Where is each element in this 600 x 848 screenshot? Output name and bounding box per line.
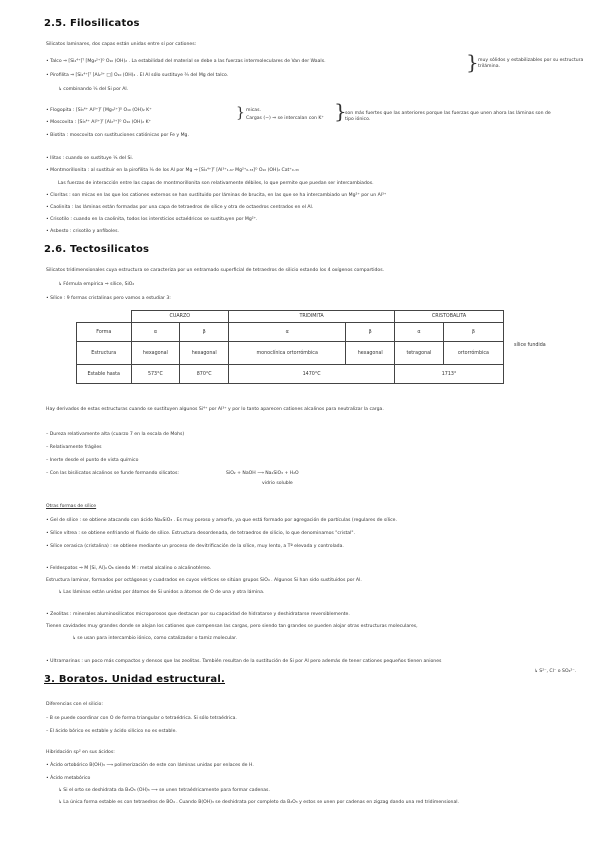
cell-estable: 1713° bbox=[395, 365, 504, 384]
side-note-silice-fundida: sílice fundida bbox=[514, 343, 546, 348]
section-title-boratos: 3. Boratos. Unidad estructural. bbox=[44, 674, 226, 685]
diferencias-title: Diferencias con el silicio: bbox=[46, 702, 103, 707]
table-corner bbox=[77, 311, 132, 323]
biotita-line: • Biotita : moscovita con sustituciones catiónicas por Fe y Mg. bbox=[46, 133, 189, 138]
brace-1: } bbox=[466, 50, 479, 74]
otras-formas-title: Otras formas de sílice bbox=[46, 504, 97, 509]
diferencia-2: – El ácido bórico es estable y ácido silícico no es estable. bbox=[46, 729, 177, 734]
cell-estructura: ortorrómbica bbox=[443, 342, 503, 365]
cell-forma: α bbox=[131, 323, 180, 342]
metaborico-line-1: ↳ Si el orto se deshidrata da B₃O₃ (OH)₃ ⟶ se unen tetraédricamente para formar cadenas. bbox=[58, 788, 270, 793]
montmorillonita-line-2: Las fuerzas de interacción entre las capas de montmorillonita son relativamente débiles, lo que permite que puedan ser intercambiados. bbox=[58, 181, 374, 186]
montmorillonita-line: • Montmorillonita : al sustituir en la pirofilita ¹⁄₆ de los Al por Mg ⇒ [Si₄⁴⁺]ᵀ [Al³⁺₁.₆₇ Mg²⁺₀.₃₃]ᴼ O₁₀ (OH)₂ Cat⁺₀.₃₃ bbox=[46, 168, 299, 173]
feldespatos-line: • Feldespatos ⇒ M [Si, Al]₄ O₈ siendo M : metal alcalino o alcalinotérreo. bbox=[46, 566, 212, 571]
metaborico-line-2: ↳ La única forma estable es con tetraedros de BO₄ . Cuando B(OH)₃ se deshidrata por completo da B₂O₃ y estos se unen por cadenas en zigzag dando una red tridimensional. bbox=[58, 800, 460, 805]
filosilicatos-intro: Silicatos laminares, dos capas están unidas entre sí por cationes: bbox=[46, 42, 197, 47]
ultramarinas-line-2: ↳ S²⁻, Cl⁻ o SO₄²⁻. bbox=[534, 669, 577, 674]
crisotilo-line: • Crisotilo : cuando en la caolinita, todos los intersticios octaédricos se sustituyen por Mg²⁺. bbox=[46, 217, 258, 222]
group-tridimita: TRIDIMITA bbox=[229, 311, 395, 323]
vitrea-line: • Sílice vítrea : se obtiene enfriando el fluido de sílice. Estructura desordenada, de tetraedros de silicio, lo que denominamos "cristal". bbox=[46, 531, 355, 536]
silica-forms-table bbox=[76, 310, 504, 384]
table-row-estructura bbox=[77, 342, 504, 365]
cell-estable: 573°C bbox=[131, 365, 180, 384]
cell-forma: β bbox=[180, 323, 229, 342]
micas-note: Cargas (−) ⇒ se intercalan con K⁺ bbox=[246, 116, 324, 121]
caolinita-line: • Caolinita : las láminas están formadas por una capa de tetraedros de sílice y otra de octaedros centrados en el Al. bbox=[46, 205, 314, 210]
gel-line: • Gel de sílice : se obtiene atacando con ácido Na₂SiO₃ . Es muy poroso y amorfo, ya que está formado por agregación de partículas (regulares de sílice. bbox=[46, 518, 397, 523]
table-row-estable bbox=[77, 365, 504, 384]
metaborico-line: • Ácido metabórico bbox=[46, 776, 91, 781]
zeolitas-line-3: ↳ se usan para intercambio iónico, como catalizador o tamiz molecular. bbox=[72, 636, 238, 641]
prop-line: – Inerte desde el punto de vista químico bbox=[46, 458, 139, 463]
cell-estable: 870°C bbox=[180, 365, 229, 384]
cell-estructura: hexagonal bbox=[180, 342, 229, 365]
cell-estructura: monoclínica ortorrómbica bbox=[229, 342, 346, 365]
cell-estable-label: Estable hasta bbox=[77, 365, 132, 384]
reaction-equation: SiO₂ + NaOH ⟶ Na₂SiO₃ + H₂O bbox=[226, 471, 299, 476]
section-title-filosilicatos: 2.5. Filosilicatos bbox=[44, 18, 140, 29]
ortoborico-line: • Ácido ortobórico B(OH)₃ ⟶ polimerización de este con láminas unidas por enlaces de H. bbox=[46, 763, 254, 768]
cell-forma-label: Forma bbox=[77, 323, 132, 342]
combinando-line: ↳ combinando ¹⁄₄ del Si por Al. bbox=[58, 87, 129, 92]
group-cristobalita: CRISTOBALITA bbox=[395, 311, 504, 323]
cerasica-line: • Sílice cerasica (cristalina) : se obtiene mediante un proceso de devitrificación de la sílice, muy lento, a Tª elevada y controlada. bbox=[46, 544, 344, 549]
cell-estructura-label: Estructura bbox=[77, 342, 132, 365]
reaction-label: vidrio soluble bbox=[262, 481, 293, 486]
formula-line: ↳ Fórmula empírica ⇒ sílice, SiO₂ bbox=[58, 282, 135, 287]
table-header-row bbox=[77, 311, 504, 323]
cell-estructura: tetragonal bbox=[395, 342, 444, 365]
cell-estructura: hexagonal bbox=[346, 342, 395, 365]
diferencia-1: – B se puede coordinar con O de forma triangular o tetraédrica. Si sólo tetraédrica. bbox=[46, 716, 237, 721]
tectosilicatos-intro: Silicatos tridimensionales cuya estructura se caracteriza por un entramado superficial de tetraedros de silicio estando los 4 oxígenos compartidos. bbox=[46, 268, 385, 273]
cloritas-line: • Cloritas : son micas en las que los cationes externos se han sustituido por láminas de brucita, en las que se ha intercambiado un Mg²⁺ por un Al³⁺ bbox=[46, 193, 387, 198]
prop-line: – Con las bisilicatos alcalinos se funde formando silicatos: bbox=[46, 471, 179, 476]
ultramarinas-line: • Ultramarinas : un poco más compactos y densos que las zeolitas. También resultan de la sustitución de Si por Al pero además de tener cationes pequeños tienen aniones bbox=[46, 659, 442, 664]
zeolitas-line-2: Tienen cavidades muy grandes donde se alojan los cationes que compensan las cargas, pero siendo tan grandes se pueden alojar otras estructuras moleculares, bbox=[46, 624, 418, 629]
asbesto-line: • Asbesto : crisotilo y anfíboles. bbox=[46, 229, 119, 234]
brace-2: } bbox=[334, 99, 347, 123]
talco-line: • Talco ⇒ [Si₄⁴⁺]ᵀ [Mg₃²⁺]ᴼ O₁₀ (OH)₂ . La estabilidad del material se debe a las fuerzas intermoleculares de Van der Waals. bbox=[46, 59, 326, 64]
cell-forma: β bbox=[443, 323, 503, 342]
group-cuarzo: CUARZO bbox=[131, 311, 229, 323]
silice-line: • Sílice : 9 formas cristalinas pero vamos a estudiar 3: bbox=[46, 296, 171, 301]
cell-forma: α bbox=[229, 323, 346, 342]
moscovita-line: • Moscovita : [Si₃⁴⁺ Al³⁺]ᵀ [Al₂³⁺]ᴼ O₁₀ (OH)₂ K⁺ bbox=[46, 120, 152, 125]
zeolitas-line: • Zeolitas : minerales aluminosilicatos microporosos que destacan por su capacidad de hidratarse y deshidratarse reversiblemente. bbox=[46, 612, 350, 617]
brace-1-note: muy sólidos y estabilizables por su estructura trilámina. bbox=[478, 58, 584, 69]
hibridacion-line: Hibridación sp² en sus ácidos: bbox=[46, 750, 115, 755]
prop-line: – Relativamente frágiles bbox=[46, 445, 102, 450]
cell-estructura: hexagonal bbox=[131, 342, 180, 365]
micas-label: micas. bbox=[246, 108, 261, 113]
feldespatos-line-3: ↳ Las láminas están unidas por átomos de Si unidos a átomos de O de una y otra lámina. bbox=[58, 590, 265, 595]
flogopita-line: • Flogopita : [Si₃⁴⁺ Al³⁺]ᵀ [Mg₃²⁺]ᴼ O₁₀ (OH)₂ K⁺ bbox=[46, 108, 152, 113]
derivados-line: Hay derivados de estas estructuras cuando se sustituyen algunos Si⁴⁺ por Al³⁺ y por lo tanto aparecen cationes alcalinos para neutralizar la carga. bbox=[46, 407, 384, 412]
table-row-forma bbox=[77, 323, 504, 342]
prop-line: – Dureza relativamente alta (cuarzo 7 en la escala de Mohs) bbox=[46, 432, 185, 437]
cell-estable: 1470°C bbox=[229, 365, 395, 384]
cell-forma: β bbox=[346, 323, 395, 342]
section-title-tectosilicatos: 2.6. Tectosilicatos bbox=[44, 244, 150, 255]
feldespatos-line-2: Estructura laminar, formados por octágonos y cuadrados en cuyos vértices se sitúan grupos SiO₄ . Algunos Si han sido sustituidos por Al. bbox=[46, 578, 362, 583]
brace-2-note: son más fuertes que las anteriores porque las fuerzas que unen ahora las láminas son de tipo iónico. bbox=[345, 111, 551, 122]
ilitas-line: • Ilitas : cuando se sustituye ¹⁄₆ del Si. bbox=[46, 156, 134, 161]
pirofilita-line: • Pirofilita ⇒ [Si₄⁴⁺]ᵀ [Al₂³⁺ □] O₁₀ (OH)₂ . El Al sólo sustituye ²⁄₃ del Mg del talco. bbox=[46, 73, 229, 78]
cell-forma: α bbox=[395, 323, 444, 342]
brace-micas: } bbox=[236, 105, 245, 121]
